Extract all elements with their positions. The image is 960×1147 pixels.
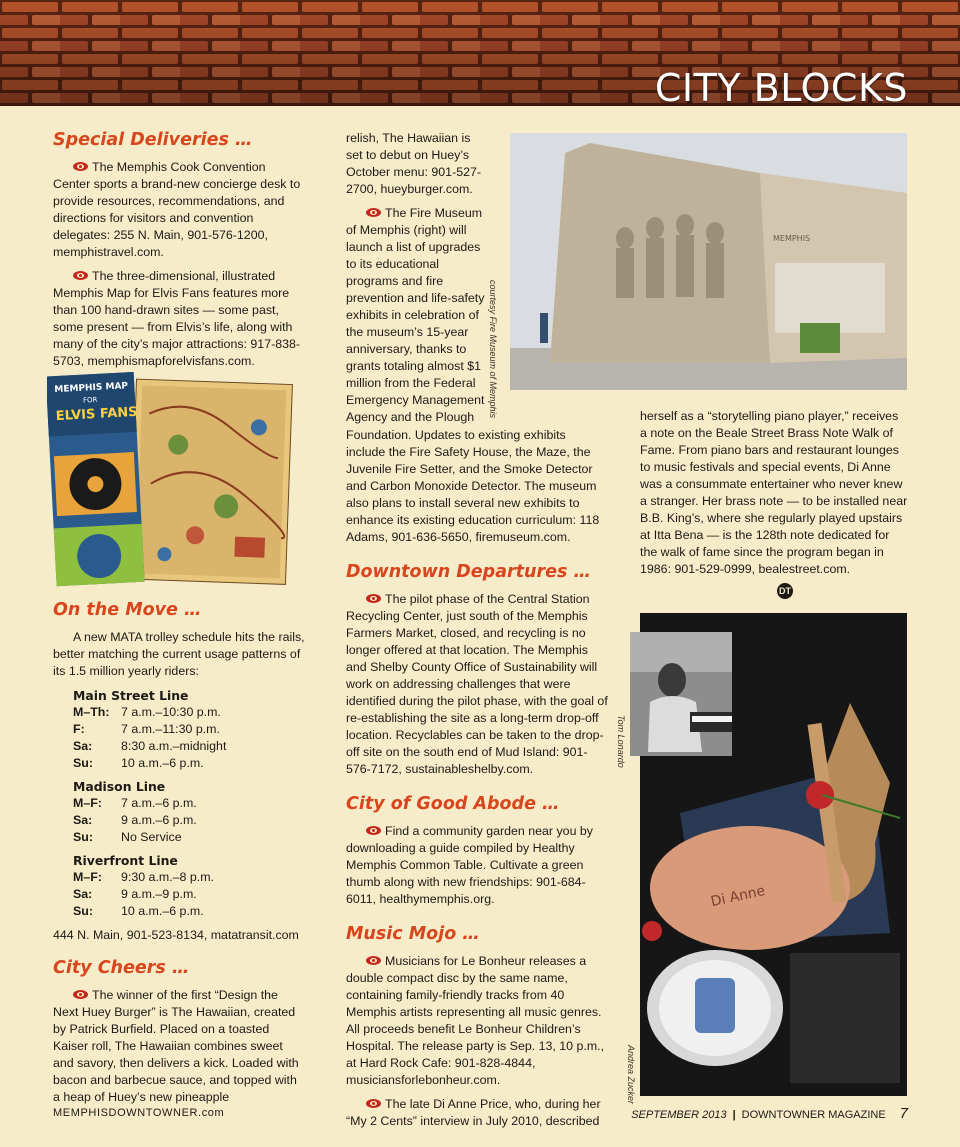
page-number: 7 (899, 1105, 908, 1122)
eye-bullet-icon (366, 826, 381, 835)
paragraph: The Fire Museum of Memphis (right) will launch a list of upgrades to its educational programs and fire prevention and life-safety exhibits in celebration of the museum’s 15-year anniversary, thanks to grants totaling almost $1 million from the Federal Emergency Management Agency and the Plough (346, 206, 485, 424)
eye-bullet-icon (366, 208, 381, 217)
table-row: M–F: 7 a.m.–6 p.m. (73, 796, 197, 810)
table-row: Sa: 9 a.m.–6 p.m. (73, 813, 197, 827)
map-cover-title-line3: ELVIS FANS (55, 404, 138, 425)
footer-issue-date: SEPTEMBER 2013 (631, 1109, 727, 1121)
paragraph: Musicians for Le Bonheur releases a double compact disc by the same name, containing family-friendly tracks from 40 Memphis artists representing all music genres. All proceeds benefit Le Bonheur Children’s Hospital. The release party is Sep. 13, 10 p.m., at Hard Rock Cafe: 901-828-4844, musiciansforlebonheur.com. (346, 954, 605, 1087)
map-cover-title-line2: FOR (82, 395, 98, 405)
heading-special-deliveries: Special Deliveries … (53, 130, 253, 150)
paragraph: The pilot phase of the Central Station Recycling Center, just south of the Memphis Farmers Market, closed, and recycling is no longer offered at that location. The Memphis and Shelby County Office of Sustainability will work on addressing challenges that were identified during the pilot phase, with the goal of re-establishing the site as a long-term drop-off location. Recyclables can be taken to the drop-off site on the south end of Mud Island: 901-576-7172, sustainableshelby.com. (346, 592, 608, 776)
paragraph: relish, The Hawaiian is set to debut on Huey’s October menu: 901-527-2700, hueyburger.com. (346, 131, 481, 196)
table-row: M–F: 9:30 a.m.–8 p.m. (73, 870, 214, 884)
paragraph: herself as a “storytelling piano player,” receives a note on the Beale Street Brass Note Walk of Fame. From piano bars and restaurant lounges to music festivals and special events, Di Anne was a consummate entertainer who never knew a stranger. Her brass note — to be installed near B.B. King’s, where she regularly played upstairs at Itta Bena — is the 128th note dedicated for the walk of fame since the program began in 1986: 901-529-0999, bealestreet.com. (640, 409, 908, 576)
middle-column-top (346, 130, 486, 433)
line-title-madison: Madison Line (73, 779, 166, 794)
table-row: Sa: 9 a.m.–9 p.m. (73, 887, 197, 901)
trolley-contact: 444 N. Main, 901-523-8134, matatransit.com (53, 928, 299, 942)
photo-credit-tom-lonardo: Tom Lonardo (616, 715, 626, 768)
eye-bullet-icon (73, 271, 88, 280)
photo-credit-fire-museum: courtesy Fire Museum of Memphis (488, 280, 498, 419)
heading-on-the-move: On the Move … (53, 600, 202, 620)
table-row: M–Th: 7 a.m.–10:30 p.m. (73, 705, 221, 719)
paragraph: The winner of the first “Design the Next Huey Burger” is The Hawaiian, created by Patrick Burfield. Placed on a toasted Kaiser roll, The Hawaiian combines sweet and savory, then delivers a kick. Loaded with bacon and barbecue sauce, and topped with a heap of Huey’s new pineapple (53, 988, 299, 1104)
paragraph: The three-dimensional, illustrated Memphis Map for Elvis Fans features more than 100 hand-drawn sites — some past, some present — from Elvis’s life, along with many of the city’s major attractions: 917-838-5703, memphismapforelvisfans.com. (53, 269, 301, 368)
footer-issue-info (631, 1105, 908, 1122)
line-title-riverfront: Riverfront Line (73, 853, 178, 868)
footer-magazine-name: DOWNTOWNER MAGAZINE (741, 1109, 886, 1121)
heading-music-mojo: Music Mojo … (346, 924, 480, 944)
eye-bullet-icon (366, 1099, 381, 1108)
fire-museum-photo (510, 133, 907, 390)
paragraph: The Memphis Cook Convention Center sports a brand-new concierge desk to provide resources, recommendations, and directions for visitors and convention delegates: 255 N. Main, 901-576-1200, memphistravel.com. (53, 160, 301, 259)
footer-separator: | (732, 1109, 736, 1121)
paragraph: A new MATA trolley schedule hits the rails, better matching the current usage patterns of its 1.5 million yearly riders: (53, 630, 305, 678)
paragraph: Foundation. Updates to existing exhibits include the Fire Safety House, the Maze, the Juvenile Fire Setter, and the Smoke Detector and Carbon Monoxide Detector. The museum also plans to install several new exhibits to enhance its existing education curriculum: 118 Adams, 901-636-5650, firemuseum.com. (346, 428, 600, 544)
brass-note-inscription: Di Anne (709, 883, 767, 911)
heading-city-of-good-abode: City of Good Abode … (346, 794, 560, 814)
di-anne-price-inset-photo (630, 632, 732, 756)
left-column (53, 130, 306, 377)
heading-city-cheers: City Cheers … (53, 958, 190, 978)
schedule-madison (73, 795, 197, 846)
photo-credit-andrea-zucker: Andrea Zucker (626, 1045, 636, 1105)
end-of-article-mark: DT (777, 583, 793, 599)
section-banner-title: CITY BLOCKS (654, 66, 908, 106)
heading-downtown-departures: Downtown Departures … (346, 562, 591, 582)
table-row: F: 7 a.m.–11:30 p.m. (73, 722, 220, 736)
eye-bullet-icon (73, 162, 88, 171)
table-row: Su: No Service (73, 830, 182, 844)
eye-bullet-icon (73, 990, 88, 999)
table-row: Su: 10 a.m.–6 p.m. (73, 904, 204, 918)
museum-sign-text: MEMPHIS (773, 234, 811, 243)
paragraph: The late Di Anne Price, who, during her “My 2 Cents” interview in July 2010, described (346, 1097, 601, 1128)
brick-header-banner (0, 0, 960, 106)
table-row: Sa: 8:30 a.m.–midnight (73, 739, 227, 753)
line-title-main-street: Main Street Line (73, 688, 189, 703)
schedule-main-street (73, 704, 226, 772)
middle-column-body (346, 427, 608, 1137)
schedule-riverfront (73, 869, 214, 920)
eye-bullet-icon (366, 956, 381, 965)
eye-bullet-icon (366, 594, 381, 603)
footer-website: MEMPHISDOWNTOWNER.com (53, 1107, 225, 1119)
left-column-lower (53, 600, 306, 1113)
map-cover-title-line1: MEMPHIS MAP (54, 381, 129, 396)
right-column (640, 408, 908, 585)
elvis-map-image (47, 366, 297, 588)
paragraph: Find a community garden near you by downloading a guide compiled by Healthy Memphis Common Table. Cultivate a green thumb along with new friendships: 901-684-6011, healthymemphis.org. (346, 824, 593, 906)
table-row: Su: 10 a.m.–6 p.m. (73, 756, 204, 770)
